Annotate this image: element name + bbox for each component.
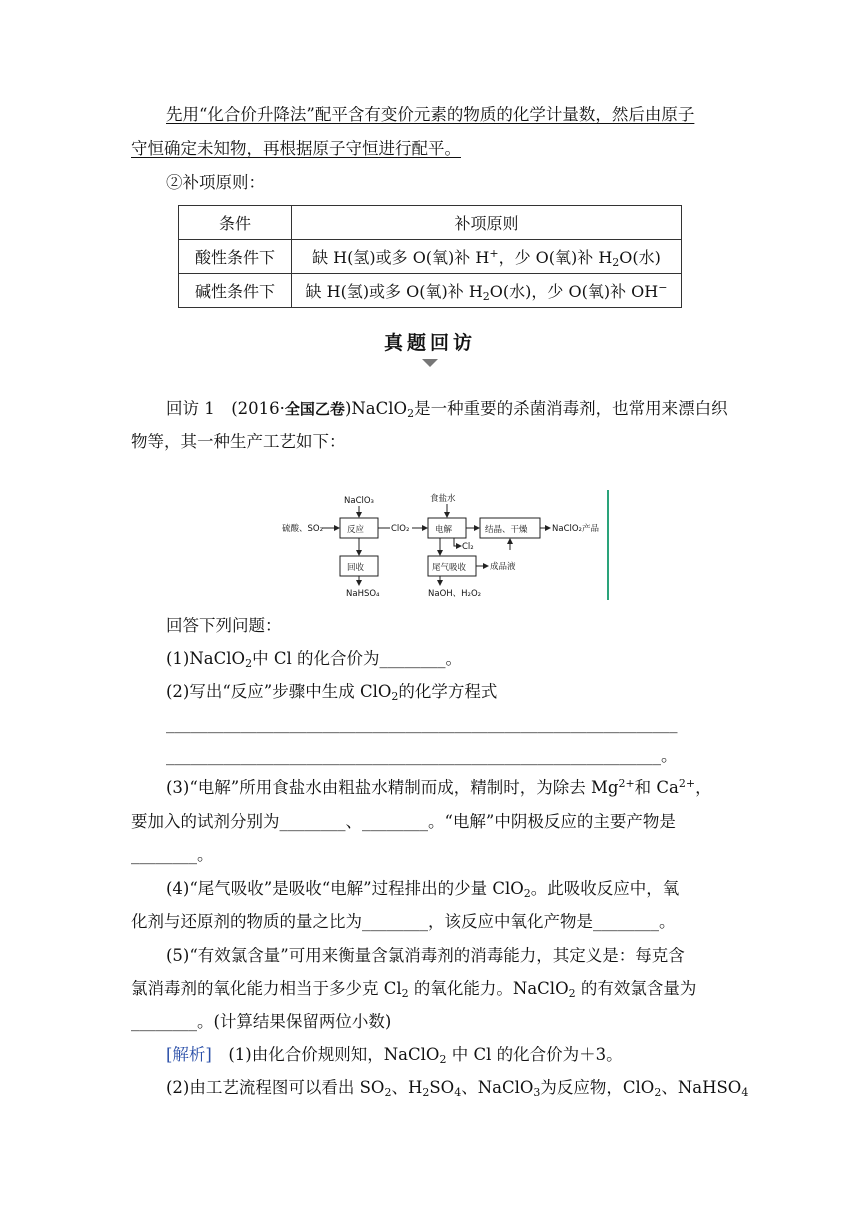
question-5-line-1: (5)“有效氯含量”可用来衡量含氯消毒剂的消毒能力，其定义是：每克含 <box>166 946 685 965</box>
answer-prompt: 回答下列问题： <box>166 616 282 635</box>
question-2: (2)写出“反应”步骤中生成 ClO$_2$的化学方程式 <box>166 682 498 703</box>
flow-naclo3: NaClO₃ <box>344 496 374 506</box>
question-1: (1)NaClO$_2$中 Cl 的化合价为________。 <box>166 649 462 670</box>
flow-cl2: Cl₂ <box>462 542 474 552</box>
flow-box-tail: 尾气吸收 <box>432 563 467 573</box>
analysis-tag: [解析] <box>166 1045 212 1064</box>
flow-box-electrolysis: 电解 <box>435 525 453 535</box>
question-line-2: 物等，其一种生产工艺如下： <box>131 432 346 451</box>
table-cell-acidic-rule: 缺 H(氢)或多 O(氧)补 H+，少 O(氧)补 $H_2O$(水) <box>292 240 682 274</box>
flow-salt-water: 食盐水 <box>430 494 456 504</box>
supplement-rules-table <box>178 205 682 308</box>
flow-box-reaction: 反应 <box>347 525 365 535</box>
question-4-line-1: (4)“尾气吸收”是吸收“电解”过程排出的少量 ClO$_2$。此吸收反应中，氧 <box>166 879 680 900</box>
analysis-line-1: [解析] (1)由化合价规则知，NaClO$_2$ 中 Cl 的化合价为＋3。 <box>166 1045 623 1066</box>
table-cell-basic-rule: 缺 H(氢)或多 O(氧)补 $H_2O$(水)，少 O(氧)补 OH− <box>292 274 682 308</box>
intro-line-2: 守恒确定未知物，再根据原子守恒进行配平。 <box>131 139 461 158</box>
table-row <box>179 274 682 308</box>
banner-triangle-icon <box>422 359 438 367</box>
question-4-line-2: 化剂与还原剂的物质的量之比为________，该反应中氧化产物是________。 <box>131 912 676 931</box>
question-5-line-3: ________。(计算结果保留两位小数) <box>131 1012 392 1031</box>
flow-clo2: ClO₂ <box>391 524 410 534</box>
table-header-principle: 补项原则 <box>292 206 682 240</box>
question-3-line-1: (3)“电解”所用食盐水由粗盐水精制而成，精制时，为除去 $Mg^{2+}$和 $Ca^{2+}$， <box>166 777 712 797</box>
flow-inputs-left: 硫酸、SO₂ <box>282 524 323 534</box>
intro-line-1: 先用“化合价升降法”配平含有变价元素的物质的化学计量数，然后由原子 <box>166 105 695 124</box>
question-3-line-3: ________。 <box>131 845 214 864</box>
flow-box-recover: 回收 <box>347 563 365 573</box>
answer-blank-2a[interactable]: ______________________________________________________________ <box>166 714 678 733</box>
table-header-condition: 条件 <box>179 206 292 240</box>
question-3-line-2: 要加入的试剂分别为________、________。“电解”中阴极反应的主要产物是 <box>131 812 676 831</box>
table-header-row <box>179 206 682 240</box>
process-flow-diagram <box>280 488 612 602</box>
analysis-line-2: (2)由工艺流程图可以看出 $SO_2$、$H_2SO_4$、NaClO$_3$为反应物，ClO$_2$、NaHSO$_4$ <box>166 1078 749 1099</box>
rule-heading: ②补项原则： <box>166 173 265 192</box>
flow-naoh-h2o2: NaOH、H₂O₂ <box>428 589 482 599</box>
table-cell-basic: 碱性条件下 <box>179 274 292 308</box>
section-title: 真题回访 <box>383 332 476 354</box>
flow-box-crystal: 结晶、干燥 <box>485 525 528 535</box>
table-row <box>179 240 682 274</box>
question-line-1: 回访 1 (2016·全国乙卷)NaClO$_2$是一种重要的杀菌消毒剂，也常用来漂白织 <box>166 399 728 420</box>
table-cell-acidic: 酸性条件下 <box>179 240 292 274</box>
section-banner <box>370 328 490 368</box>
flow-product: NaClO₂产品 <box>552 524 599 534</box>
flow-nahso4: NaHSO₄ <box>346 589 380 599</box>
flow-finished-liquid: 成品液 <box>490 562 516 572</box>
question-5-line-2: 氯消毒剂的氧化能力相当于多少克 $Cl_2$ 的氧化能力。NaClO$_2$ 的有效氯含量为 <box>131 979 697 1000</box>
answer-blank-2b[interactable]: ____________________________________________________________。 <box>166 746 678 765</box>
